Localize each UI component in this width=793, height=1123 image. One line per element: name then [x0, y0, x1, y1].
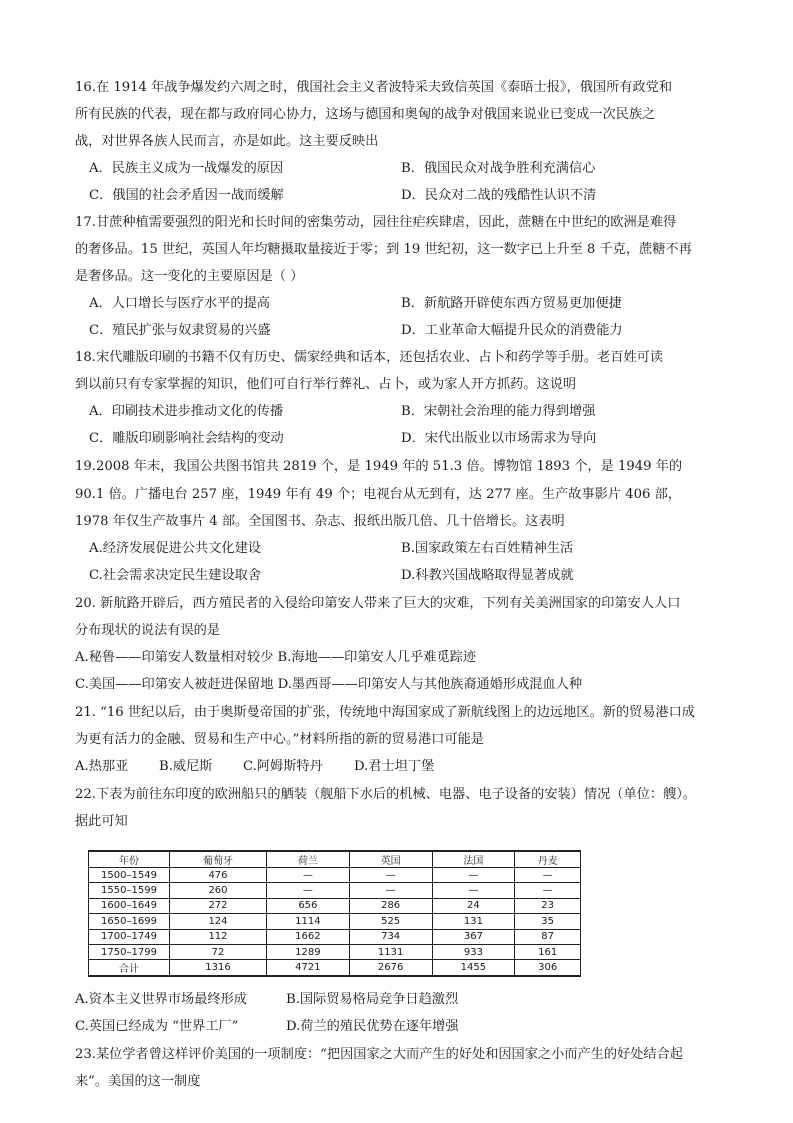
q22-stem-line-1: 22.下表为前往东印度的欧洲船只的舾装（舰船下水后的机械、电器、电子设备的安装）情况（单位：艘）。: [75, 787, 696, 802]
q18-option-b: B．宋朝社会治理的能力得到增强: [401, 404, 596, 419]
table-row: [89, 944, 581, 959]
table-cell: 87: [515, 929, 581, 944]
table-header-cell: 葡萄牙: [170, 851, 267, 868]
q16-option-c: C．俄国的社会矛盾因一战而缓解: [89, 188, 284, 203]
q18-option-d: D．宋代出版业以市场需求为导向: [401, 431, 597, 446]
q17-stem-line-3: 是奢侈品。这一变化的主要原因是（ ）: [75, 269, 304, 284]
table-row: [89, 868, 581, 883]
table-cell: 1289: [266, 944, 349, 959]
q19-option-c: C.社会需求决定民生建设取舍: [89, 568, 262, 583]
table-cell: 1550–1599: [89, 883, 170, 898]
table-total-row: [89, 960, 581, 977]
table-cell: 525: [349, 914, 432, 929]
table-cell: 112: [170, 929, 267, 944]
table-header-cell: 英国: [349, 851, 432, 868]
table-cell: 1114: [266, 914, 349, 929]
q17-option-d: D．工业革命大幅提升民众的消费能力: [401, 323, 623, 338]
table-cell: —: [266, 868, 349, 883]
q19-stem-line-3: 1978 年仅生产故事片 4 部。全国图书、杂志、报纸出版几倍、几十倍增长。这表明: [75, 514, 565, 529]
q16-stem-line-3: 战，对世界各族人民而言，亦是如此。这主要反映出: [75, 134, 379, 149]
q21-option-d: D.君士坦丁堡: [354, 759, 435, 774]
q22-option-c: C.英国已经成为 “世界工厂”: [75, 1019, 239, 1034]
q20-stem-line-1: 20. 新航路开辟后，西方殖民者的入侵给印第安人带来了巨大的灾难，下列有关美洲国家的印第安人人口: [75, 596, 681, 611]
table-cell: 272: [170, 898, 267, 913]
table-cell: 161: [515, 944, 581, 959]
table-header-cell: 荷兰: [266, 851, 349, 868]
table-row: [89, 914, 581, 929]
q21-option-c: C.阿姆斯特丹: [243, 759, 323, 774]
q19-stem-line-2: 90.1 倍。广播电台 257 座，1949 年有 49 个；电视台从无到有，达 277 座。生产故事影片 406 部，: [75, 487, 681, 502]
table-cell: 306: [515, 960, 581, 977]
q21-stem-line-1: 21. “16 世纪以后，由于奥斯曼帝国的扩张，传统地中海国家成了新航线图上的边远地区。新的贸易港口成: [75, 705, 695, 720]
table-cell: 367: [432, 929, 515, 944]
table-cell: 72: [170, 944, 267, 959]
q18-option-c: C．雕版印刷影响社会结构的变动: [89, 431, 284, 446]
table-cell: 1750–1799: [89, 944, 170, 959]
q17-option-c: C．殖民扩张与奴隶贸易的兴盛: [89, 323, 271, 338]
q21-stem-line-2: 为更有活力的金融、贸易和生产中心。”材料所指的新的贸易港口可能是: [75, 732, 484, 747]
table-cell: 131: [432, 914, 515, 929]
table-row: [89, 898, 581, 913]
table-cell: —: [266, 883, 349, 898]
q16-option-b: B．俄国民众对战争胜利充满信心: [401, 161, 596, 176]
table-header-cell: 法国: [432, 851, 515, 868]
q18-stem-line-2: 到以前只有专家掌握的知识，他们可自行举行葬礼、占卜，或为家人开方抓药。这说明: [75, 377, 577, 392]
table-cell: —: [432, 883, 515, 898]
table-row: [89, 883, 581, 898]
table-cell: —: [515, 868, 581, 883]
q23-stem-line-2: 来”。美国的这一制度: [75, 1074, 201, 1089]
q18-stem-line-1: 18.宋代雕版印刷的书籍不仅有历史、儒家经典和话本，还包括农业、占卜和药学等手册。老百姓可读: [75, 350, 664, 365]
table-cell: —: [349, 883, 432, 898]
table-cell: —: [349, 868, 432, 883]
q16-option-a: A．民族主义成为一战爆发的原因: [89, 161, 284, 176]
table-cell: 1650–1699: [89, 914, 170, 929]
table-cell: 260: [170, 883, 267, 898]
q22-option-d: D.荷兰的殖民优势在逐年增强: [286, 1019, 459, 1034]
table-header-row: [89, 851, 581, 868]
q19-option-d: D.科教兴国战略取得显著成就: [401, 568, 574, 583]
table-cell: 35: [515, 914, 581, 929]
fitting-out-table: [88, 850, 581, 977]
table-cell: 1700–1749: [89, 929, 170, 944]
q18-option-a: A．印刷技术进步推动文化的传播: [89, 404, 284, 419]
table-cell: 124: [170, 914, 267, 929]
q19-option-a: A.经济发展促进公共文化建设: [89, 541, 261, 556]
table-cell: 24: [432, 898, 515, 913]
table-header-cell: 年份: [89, 851, 170, 868]
table-cell: 734: [349, 929, 432, 944]
q17-option-a: A．人口增长与医疗水平的提高: [89, 296, 270, 311]
table-header-cell: 丹麦: [515, 851, 581, 868]
q16-option-d: D．民众对二战的残酷性认识不清: [401, 188, 597, 203]
table-cell: 1131: [349, 944, 432, 959]
q17-stem-line-1: 17.甘蔗种植需要强烈的阳光和长时间的密集劳动，园往往疟疾肆虐，因此，蔗糖在中世纪的欧洲是难得: [75, 215, 677, 230]
q22-option-a: A.资本主义世界市场最终形成: [75, 992, 247, 1007]
q20-options-cd: C.美国——印第安人被赶进保留地 D.墨西哥——印第安人与其他族裔通婚形成混血人种: [75, 677, 583, 692]
q22-stem-line-2: 据此可知: [75, 814, 128, 829]
q16-stem-line-1: 16.在 1914 年战争爆发约六周之时，俄国社会主义者波特采夫致信英国《泰晤士报》，俄国所有政党和: [75, 80, 673, 95]
q17-stem-line-2: 的奢侈品。15 世纪，英国人年均糖摄取量接近于零；到 19 世纪初，这一数字已上升至 8 千克，蔗糖不再: [75, 242, 692, 257]
table-cell: 23: [515, 898, 581, 913]
table-cell: 合计: [89, 960, 170, 977]
q16-stem-line-2: 所有民族的代表，现在都与政府同心协力，这场与德国和奥匈的战争对俄国来说业已变成一次民族之: [75, 107, 656, 122]
table-cell: 2676: [349, 960, 432, 977]
table-cell: —: [515, 883, 581, 898]
table-cell: 1600–1649: [89, 898, 170, 913]
q20-stem-line-2: 分布现状的说法有误的是: [75, 623, 221, 638]
q21-option-b: B.威尼斯: [159, 759, 213, 774]
table-cell: 1662: [266, 929, 349, 944]
table-cell: 656: [266, 898, 349, 913]
table-cell: 4721: [266, 960, 349, 977]
table-cell: 933: [432, 944, 515, 959]
q19-stem-line-1: 19.2008 年末，我国公共图书馆共 2819 个，是 1949 年的 51.3 倍。博物馆 1893 个，是 1949 年的: [75, 459, 683, 474]
q20-options-ab: A.秘鲁——印第安人数量相对较少 B.海地——印第安人几乎难觅踪迹: [75, 650, 477, 665]
table-cell: 1500–1549: [89, 868, 170, 883]
table-cell: —: [432, 868, 515, 883]
q17-option-b: B．新航路开辟使东西方贸易更加便捷: [401, 296, 622, 311]
table-cell: 476: [170, 868, 267, 883]
table-cell: 286: [349, 898, 432, 913]
q23-stem-line-1: 23.某位学者曾这样评价美国的一项制度：“把因国家之大而产生的好处和因国家之小而产生的好处结合起: [75, 1047, 683, 1062]
table-row: [89, 929, 581, 944]
table-cell: 1316: [170, 960, 267, 977]
table-cell: 1455: [432, 960, 515, 977]
q19-option-b: B.国家政策左右百姓精神生活: [401, 541, 574, 556]
q22-option-b: B.国际贸易格局竞争日趋激烈: [286, 992, 459, 1007]
q21-option-a: A.热那亚: [75, 759, 129, 774]
